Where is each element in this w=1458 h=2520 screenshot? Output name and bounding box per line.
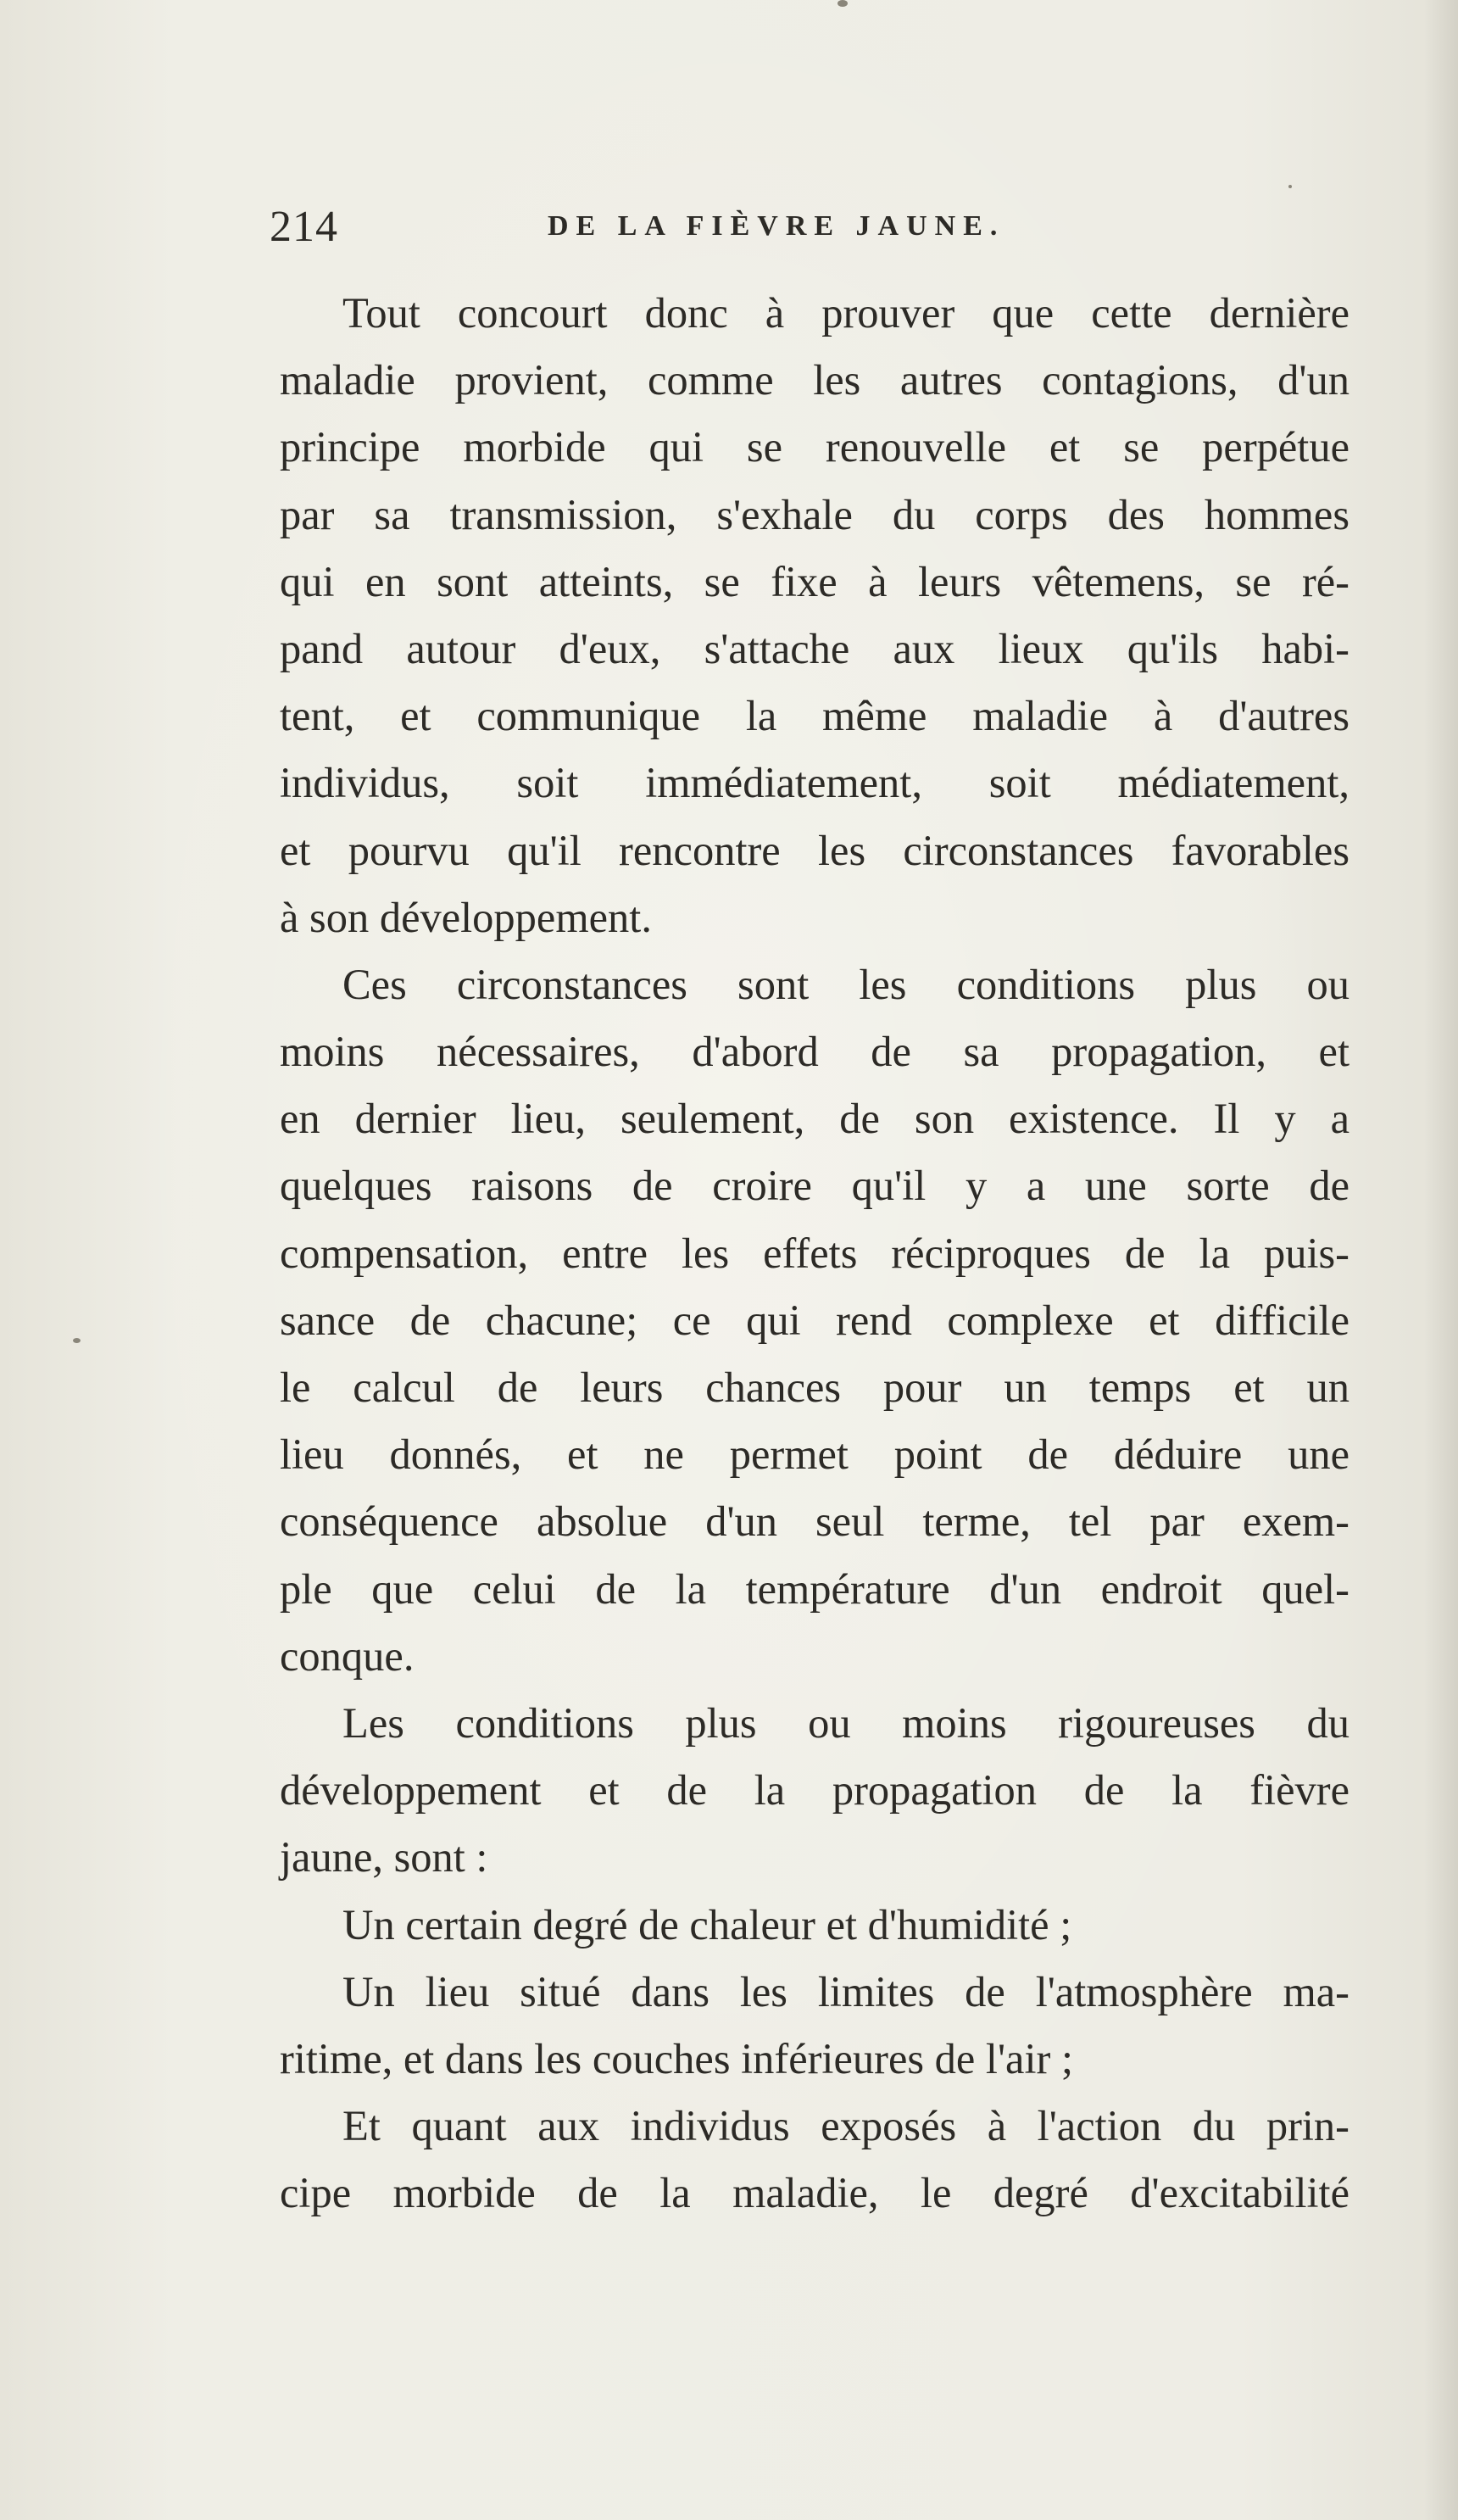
running-title: DE LA FIÈVRE JAUNE. xyxy=(548,210,1005,242)
text-line: développement et de la propagation de la fièvre xyxy=(280,1766,1349,1815)
text-line: le calcul de leurs chances pour un temps et un xyxy=(280,1363,1349,1411)
body-text xyxy=(280,280,1349,2227)
text-line: Tout concourt donc à prouver que cette dernière xyxy=(342,289,1349,337)
paper-speck xyxy=(838,0,848,7)
text-line: Ces circonstances sont les conditions plus ou xyxy=(342,960,1349,1008)
text-line: tent, et communique la même maladie à d'autres xyxy=(280,692,1349,740)
paper-speck xyxy=(73,1338,81,1343)
text-line: à son développement. xyxy=(280,893,652,941)
text-line: individus, soit immédiatement, soit médiatement, xyxy=(280,759,1349,807)
page-number: 214 xyxy=(270,203,338,251)
text-line: qui en sont atteints, se fixe à leurs vêtemens, se ré- xyxy=(280,557,1349,605)
paper-speck xyxy=(1288,185,1292,188)
text-line: ple que celui de la température d'un endroit quel- xyxy=(280,1564,1349,1613)
text-line: pand autour d'eux, s'attache aux lieux qu'ils habi- xyxy=(280,624,1349,672)
page-edge-shadow xyxy=(1424,0,1458,2520)
text-line: par sa transmission, s'exhale du corps des hommes xyxy=(280,490,1349,538)
text-line: Un certain degré de chaleur et d'humidité ; xyxy=(342,1900,1072,1949)
text-line: Et quant aux individus exposés à l'action du prin- xyxy=(342,2102,1349,2150)
text-line: Les conditions plus ou moins rigoureuses du xyxy=(342,1698,1349,1747)
text-line: quelques raisons de croire qu'il y a une sorte de xyxy=(280,1162,1349,1210)
text-line: sance de chacune; ce qui rend complexe et difficile xyxy=(280,1296,1349,1344)
text-line: conséquence absolue d'un seul terme, tel par exem- xyxy=(280,1497,1349,1546)
text-line: en dernier lieu, seulement, de son existence. Il y a xyxy=(280,1095,1349,1143)
text-line: maladie provient, comme les autres contagions, d'un xyxy=(280,356,1349,404)
text-line: cipe morbide de la maladie, le degré d'excitabilité xyxy=(280,2169,1349,2217)
text-line: Un lieu situé dans les limites de l'atmosphère ma- xyxy=(342,1967,1349,2015)
text-line: compensation, entre les effets réciproques de la puis- xyxy=(280,1229,1349,1277)
text-line: et pourvu qu'il rencontre les circonstances favorables xyxy=(280,826,1349,874)
text-line: principe morbide qui se renouvelle et se perpétue xyxy=(280,423,1349,471)
text-line: conque. xyxy=(280,1631,415,1680)
text-line: lieu donnés, et ne permet point de déduire une xyxy=(280,1430,1349,1479)
text-line: ritime, et dans les couches inférieures de l'air ; xyxy=(280,2034,1073,2082)
text-line: jaune, sont : xyxy=(280,1833,488,1882)
text-line: moins nécessaires, d'abord de sa propagation, et xyxy=(280,1028,1349,1076)
running-head xyxy=(270,202,1372,261)
